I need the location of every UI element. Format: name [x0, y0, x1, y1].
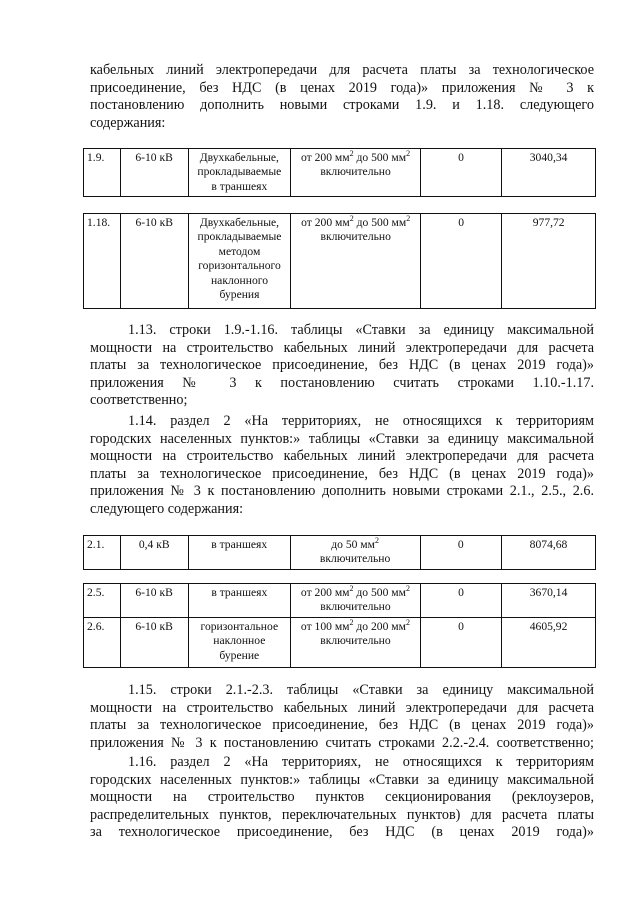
cell-num: 1.18.: [84, 214, 121, 309]
cell-voltage: 6-10 кВ: [120, 214, 188, 309]
text-line: городских населенных пунктов:» таблицы «Ставки за единицу максимальной: [90, 771, 594, 788]
intro-paragraph: [90, 62, 594, 132]
text-line: кабельных линий электропередачи для расчета платы за технологическое: [90, 62, 594, 78]
cell-section: от 100 $мм^2$ до 200 $мм^2$ включительно: [291, 617, 421, 667]
text-line: присоединение, без НДС (в ценах 2019 года)» приложения № 3 к: [90, 79, 594, 96]
cell-section: от 200 $мм^2$ до 500 $мм^2$ включительно: [291, 214, 421, 309]
text-line: мощности на строительство пунктов секционирования (реклоузеров,: [90, 789, 594, 806]
cell-rate: 977,72: [502, 214, 596, 309]
paragraph-1-15: [90, 682, 594, 752]
table-rows-2-5-2-6: [83, 583, 596, 668]
cell-rate: 4605,92: [502, 617, 596, 667]
text-line: мощности на строительство кабельных линий электропередачи для расчета: [90, 339, 594, 356]
cell-type: Двухкабельные, прокладываемые методом горизонтального наклонного бурения: [188, 214, 291, 309]
cell-type: Двухкабельные, прокладываемые в траншеях: [188, 149, 291, 197]
text-line: мощности на строительство кабельных линий электропередачи для расчета: [90, 448, 594, 465]
cell-type: в траншеях: [188, 584, 291, 618]
cell-voltage: 6-10 кВ: [120, 149, 188, 197]
cell-voltage: 6-10 кВ: [120, 584, 188, 618]
table-row-1-18: [83, 213, 596, 309]
text-line: городских населенных пунктов:» таблицы «Ставки за единицу максимальной: [90, 430, 594, 447]
text-line: 1.13. строки 1.9.-1.16. таблицы «Ставки за единицу максимальной: [128, 322, 594, 338]
table-row-1-9: [83, 148, 596, 197]
cell-num: 2.5.: [84, 584, 121, 618]
paragraph-1-14: [90, 413, 594, 519]
table-row: [84, 584, 596, 618]
cell-zero: 0: [420, 536, 502, 570]
cell-num: 2.1.: [84, 536, 121, 570]
cell-zero: 0: [420, 149, 501, 197]
text-line: 1.16. раздел 2 «На территориях, не относящихся к территориям: [128, 754, 594, 770]
table-row: [84, 617, 596, 667]
text-line: за технологическое присоединение, без НДС (в ценах 2019 года)»: [90, 824, 594, 841]
cell-rate: 8074,68: [502, 536, 596, 570]
paragraph-1-13: [90, 322, 594, 410]
cell-rate: 3670,14: [502, 584, 596, 618]
text-line: распределительных пунктов, переключательных пунктов) для расчета платы: [90, 806, 594, 823]
text-line: платы за технологическое присоединение, без НДС (в ценах 2019 года)»: [90, 465, 594, 482]
cell-voltage: 0,4 кВ: [120, 536, 188, 570]
text-line: приложения № 3 к постановлению считать строками 2.2.-2.4. соответственно;: [90, 734, 594, 751]
cell-section: от 200 $мм^2$ до 500 $мм^2$ включительно: [291, 149, 421, 197]
text-line: следующего содержания:: [90, 500, 244, 517]
text-line: приложения № 3 к постановлению дополнить новыми строками 2.1., 2.5., 2.6.: [90, 483, 594, 500]
paragraph-1-16: [90, 754, 594, 842]
cell-rate: 3040,34: [502, 149, 596, 197]
cell-section: от 200 $мм^2$ до 500 $мм^2$ включительно: [291, 584, 421, 618]
cell-type: в траншеях: [188, 536, 290, 570]
text-line: 1.15. строки 2.1.-2.3. таблицы «Ставки за единицу максимальной: [128, 682, 594, 698]
text-line: 1.14. раздел 2 «На территориях, не относящихся к территориям: [128, 413, 594, 429]
table-row: [84, 149, 596, 197]
cell-voltage: 6-10 кВ: [120, 617, 188, 667]
text-line: мощности на строительство кабельных линий электропередачи для расчета: [90, 699, 594, 716]
text-line: содержания:: [90, 114, 166, 131]
cell-type: горизонтальное наклонное бурение: [188, 617, 291, 667]
cell-num: 2.6.: [84, 617, 121, 667]
table-row-2-1: [83, 535, 596, 570]
cell-zero: 0: [420, 617, 501, 667]
cell-zero: 0: [421, 214, 502, 309]
text-line: платы за технологическое присоединение, без НДС (в ценах 2019 года)»: [90, 717, 594, 734]
text-line: платы за технологическое присоединение, без НДС (в ценах 2019 года)»: [90, 357, 594, 374]
cell-num: 1.9.: [84, 149, 121, 197]
table-row: [84, 536, 596, 570]
text-line: постановлению дополнить новыми строками 1.9. и 1.18. следующего: [90, 97, 594, 114]
cell-zero: 0: [420, 584, 501, 618]
cell-section: до 50 $мм^2$ включительно: [290, 536, 420, 570]
text-line: соответственно;: [90, 392, 188, 409]
text-line: приложения № 3 к постановлению считать строками 1.10.-1.17.: [90, 374, 594, 391]
table-row: [84, 214, 596, 309]
